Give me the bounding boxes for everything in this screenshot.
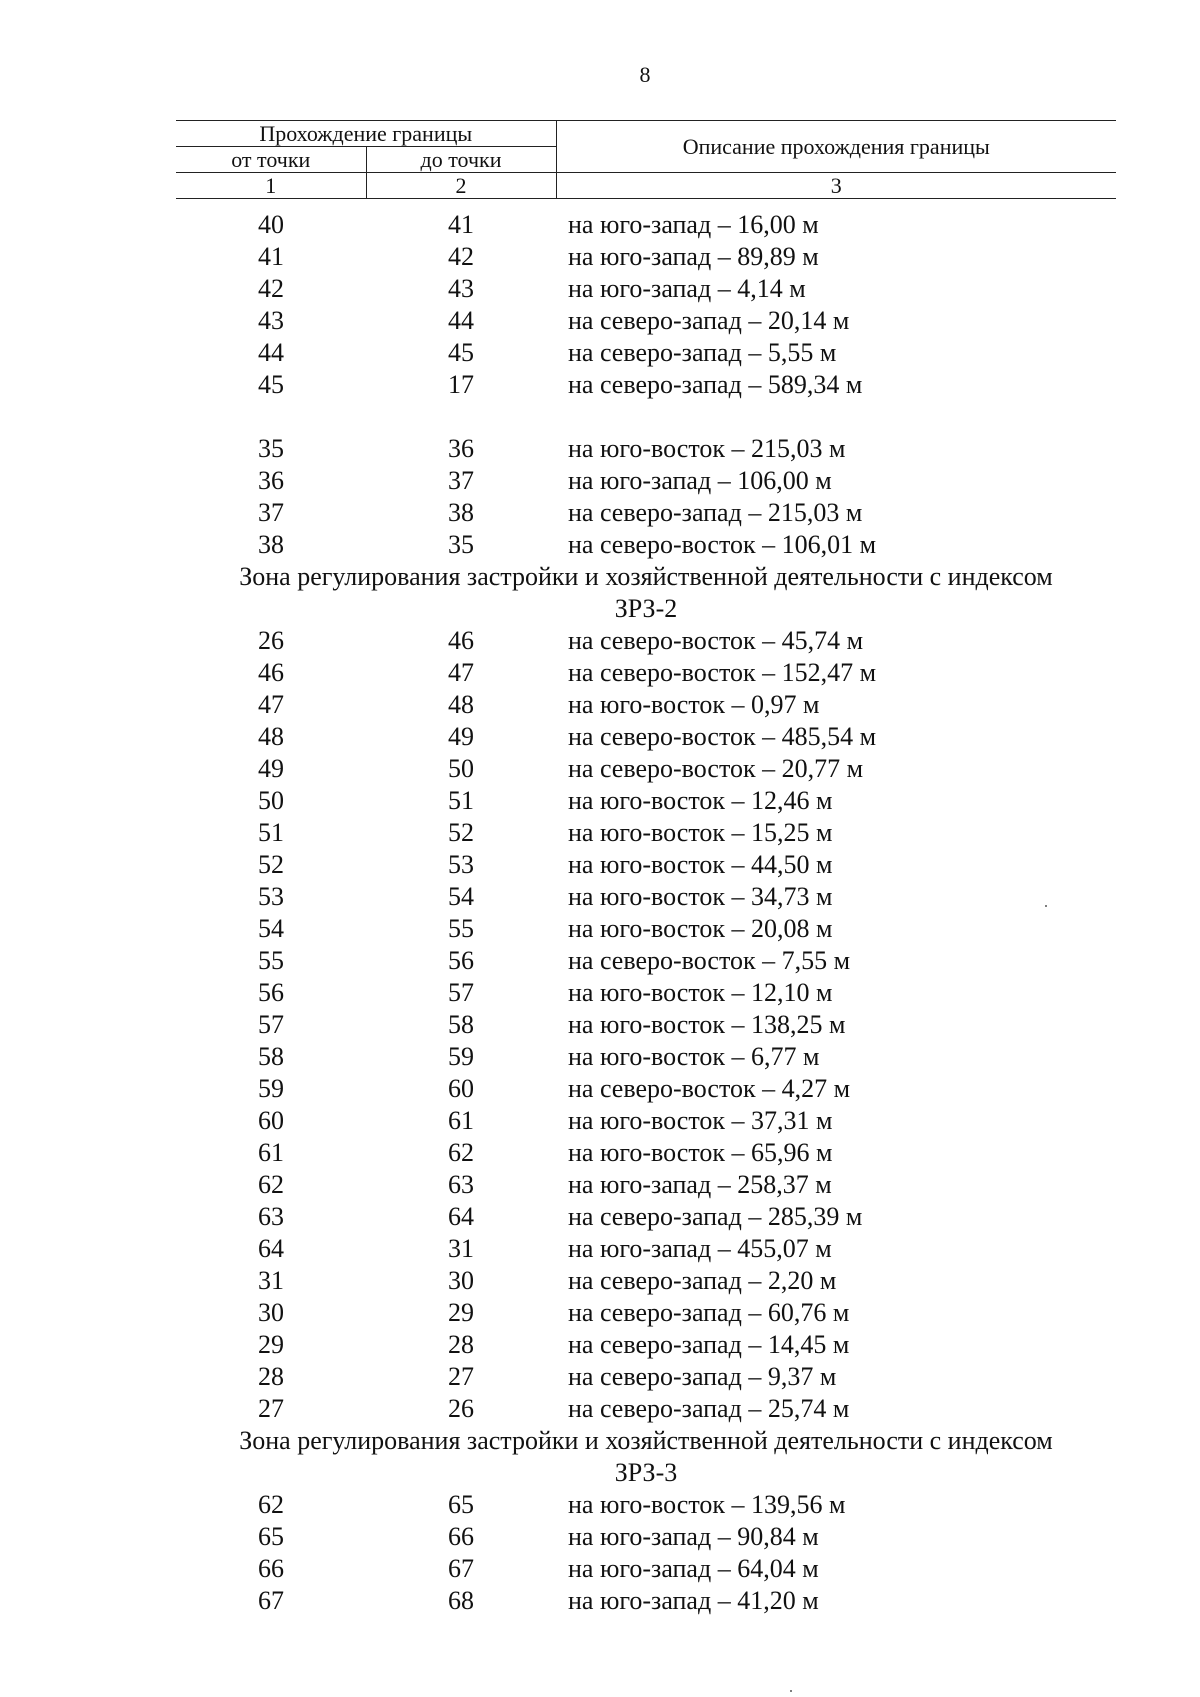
- to-point: 50: [448, 754, 474, 783]
- to-point: 48: [448, 690, 474, 719]
- header-to-label: до точки: [366, 147, 556, 173]
- from-point: 35: [258, 434, 284, 463]
- boundary-description: на юго-восток – 34,73 м: [568, 882, 833, 911]
- to-point: 56: [448, 946, 474, 975]
- scan-speck: [1045, 905, 1047, 907]
- boundary-description: на северо-запад – 60,76 м: [568, 1298, 850, 1327]
- boundary-description: на северо-запад – 589,34 м: [568, 370, 863, 399]
- from-point: 60: [258, 1106, 284, 1135]
- table-row: [176, 305, 1116, 337]
- to-point: 57: [448, 978, 474, 1007]
- to-point: 49: [448, 722, 474, 751]
- boundary-description: на юго-восток – 65,96 м: [568, 1138, 833, 1167]
- boundary-description: на юго-запад – 41,20 м: [568, 1586, 819, 1615]
- boundary-description: на юго-запад – 258,37 м: [568, 1170, 832, 1199]
- boundary-description: на северо-восток – 4,27 м: [568, 1074, 851, 1103]
- table-row: [176, 753, 1116, 785]
- to-point: 30: [448, 1266, 474, 1295]
- from-point: 50: [258, 786, 284, 815]
- boundary-description: на северо-восток – 485,54 м: [568, 722, 877, 751]
- table-row: [176, 1073, 1116, 1105]
- boundary-description: на юго-восток – 0,97 м: [568, 690, 820, 719]
- from-point: 63: [258, 1202, 284, 1231]
- from-point: 67: [258, 1586, 284, 1615]
- from-point: 62: [258, 1490, 284, 1519]
- to-point: 31: [448, 1234, 474, 1263]
- to-point: 67: [448, 1554, 474, 1583]
- to-point: 27: [448, 1362, 474, 1391]
- from-point: 65: [258, 1522, 284, 1551]
- table-row: [176, 1361, 1116, 1393]
- boundary-description: на северо-запад – 14,45 м: [568, 1330, 850, 1359]
- boundary-description: на северо-восток – 7,55 м: [568, 946, 851, 975]
- table-row: [176, 1009, 1116, 1041]
- boundary-description: на юго-восток – 12,46 м: [568, 786, 833, 815]
- header-description-label: Описание прохождения границы: [556, 121, 1116, 173]
- boundary-description: на северо-запад – 20,14 м: [568, 306, 850, 335]
- table-row: [176, 1233, 1116, 1265]
- from-point: 43: [258, 306, 284, 335]
- boundary-description: на юго-запад – 16,00 м: [568, 210, 819, 239]
- table-row: [176, 625, 1116, 657]
- boundary-description: на северо-запад – 5,55 м: [568, 338, 837, 367]
- from-point: 52: [258, 850, 284, 879]
- from-point: 28: [258, 1362, 284, 1391]
- boundary-description: на северо-восток – 20,77 м: [568, 754, 864, 783]
- table-row: [176, 1521, 1116, 1553]
- table-row: [176, 241, 1116, 273]
- to-point: 36: [448, 434, 474, 463]
- from-point: 44: [258, 338, 284, 367]
- from-point: 40: [258, 210, 284, 239]
- to-point: 26: [448, 1394, 474, 1423]
- table-row: [176, 721, 1116, 753]
- to-point: 46: [448, 626, 474, 655]
- header-group-label: Прохождение границы: [176, 121, 556, 147]
- from-point: 59: [258, 1074, 284, 1103]
- table-row: [176, 1585, 1116, 1617]
- zone-title-line-1: Зона регулирования застройки и хозяйственной деятельности с индексом: [239, 562, 1053, 591]
- to-point: 38: [448, 498, 474, 527]
- to-point: 43: [448, 274, 474, 303]
- from-point: 56: [258, 978, 284, 1007]
- to-point: 62: [448, 1138, 474, 1167]
- boundary-rows: [176, 209, 1116, 1617]
- from-point: 26: [258, 626, 284, 655]
- zone-zrz-3: [176, 1425, 1116, 1617]
- table-row: [176, 1201, 1116, 1233]
- boundary-description: на юго-запад – 90,84 м: [568, 1522, 819, 1551]
- from-point: 58: [258, 1042, 284, 1071]
- table-row: [176, 1393, 1116, 1425]
- to-point: 68: [448, 1586, 474, 1615]
- table-row: [176, 817, 1116, 849]
- table-row: [176, 1489, 1116, 1521]
- section-a: [176, 209, 1116, 401]
- boundary-description: на юго-запад – 4,14 м: [568, 274, 806, 303]
- boundary-description: на юго-восток – 37,31 м: [568, 1106, 833, 1135]
- to-point: 51: [448, 786, 474, 815]
- header-from-label: от точки: [176, 147, 366, 173]
- to-point: 60: [448, 1074, 474, 1103]
- to-point: 42: [448, 242, 474, 271]
- boundary-description: на юго-восток – 44,50 м: [568, 850, 833, 879]
- to-point: 61: [448, 1106, 474, 1135]
- boundary-description: на северо-восток – 106,01 м: [568, 530, 877, 559]
- boundary-description: на юго-запад – 89,89 м: [568, 242, 819, 271]
- table-row: [176, 657, 1116, 689]
- boundary-description: на юго-запад – 106,00 м: [568, 466, 832, 495]
- table-row: [176, 945, 1116, 977]
- from-point: 54: [258, 914, 284, 943]
- boundary-description: на юго-запад – 455,07 м: [568, 1234, 832, 1263]
- table-row: [176, 881, 1116, 913]
- to-point: 52: [448, 818, 474, 847]
- table-row: [176, 1041, 1116, 1073]
- from-point: 31: [258, 1266, 284, 1295]
- from-point: 64: [258, 1234, 284, 1263]
- table-row: [176, 433, 1116, 465]
- from-point: 36: [258, 466, 284, 495]
- from-point: 37: [258, 498, 284, 527]
- boundary-description: на северо-запад – 215,03 м: [568, 498, 863, 527]
- table-row: [176, 1105, 1116, 1137]
- to-point: 28: [448, 1330, 474, 1359]
- table-row: [176, 529, 1116, 561]
- to-point: 35: [448, 530, 474, 559]
- to-point: 54: [448, 882, 474, 911]
- to-point: 44: [448, 306, 474, 335]
- table-row: [176, 465, 1116, 497]
- from-point: 49: [258, 754, 284, 783]
- to-point: 37: [448, 466, 474, 495]
- boundary-description: на юго-восток – 15,25 м: [568, 818, 833, 847]
- from-point: 61: [258, 1138, 284, 1167]
- to-point: 66: [448, 1522, 474, 1551]
- from-point: 57: [258, 1010, 284, 1039]
- table-header: [176, 120, 1116, 199]
- boundary-description: на юго-восток – 20,08 м: [568, 914, 833, 943]
- boundary-description: на северо-запад – 285,39 м: [568, 1202, 863, 1231]
- table-row: [176, 785, 1116, 817]
- table-row: [176, 977, 1116, 1009]
- table-row: [176, 273, 1116, 305]
- boundary-description: на юго-запад – 64,04 м: [568, 1554, 819, 1583]
- to-point: 59: [448, 1042, 474, 1071]
- from-point: 42: [258, 274, 284, 303]
- to-point: 58: [448, 1010, 474, 1039]
- to-point: 55: [448, 914, 474, 943]
- from-point: 38: [258, 530, 284, 559]
- table-row: [176, 1169, 1116, 1201]
- to-point: 53: [448, 850, 474, 879]
- to-point: 45: [448, 338, 474, 367]
- boundary-description: на юго-восток – 138,25 м: [568, 1010, 846, 1039]
- to-point: 29: [448, 1298, 474, 1327]
- boundary-description: на северо-запад – 2,20 м: [568, 1266, 837, 1295]
- zone-title-line-2: ЗРЗ-2: [614, 594, 678, 623]
- table-row: [176, 337, 1116, 369]
- from-point: 48: [258, 722, 284, 751]
- table-row: [176, 369, 1116, 401]
- from-point: 46: [258, 658, 284, 687]
- to-point: 47: [448, 658, 474, 687]
- to-point: 63: [448, 1170, 474, 1199]
- to-point: 17: [448, 370, 474, 399]
- from-point: 30: [258, 1298, 284, 1327]
- boundary-description: на юго-восток – 6,77 м: [568, 1042, 820, 1071]
- header-col-3: 3: [556, 173, 1116, 199]
- boundary-description: на северо-восток – 45,74 м: [568, 626, 864, 655]
- zone-zrz-2: [176, 561, 1116, 1425]
- from-point: 66: [258, 1554, 284, 1583]
- header-col-1: 1: [176, 173, 366, 199]
- from-point: 41: [258, 242, 284, 271]
- from-point: 45: [258, 370, 284, 399]
- from-point: 62: [258, 1170, 284, 1199]
- boundary-description: на юго-восток – 139,56 м: [568, 1490, 846, 1519]
- section-b: [176, 433, 1116, 561]
- table-row: [176, 1265, 1116, 1297]
- page-number: 8: [639, 62, 651, 87]
- table-row: [176, 1329, 1116, 1361]
- boundary-description: на северо-запад – 9,37 м: [568, 1362, 837, 1391]
- from-point: 29: [258, 1330, 284, 1359]
- to-point: 41: [448, 210, 474, 239]
- from-point: 51: [258, 818, 284, 847]
- from-point: 55: [258, 946, 284, 975]
- table-row: [176, 497, 1116, 529]
- boundary-description: на северо-восток – 152,47 м: [568, 658, 877, 687]
- from-point: 27: [258, 1394, 284, 1423]
- table-row: [176, 209, 1116, 241]
- to-point: 64: [448, 1202, 474, 1231]
- from-point: 53: [258, 882, 284, 911]
- table-row: [176, 849, 1116, 881]
- boundary-description: на юго-восток – 12,10 м: [568, 978, 833, 1007]
- zone-title-line-2: ЗРЗ-3: [614, 1458, 678, 1487]
- table-row: [176, 1297, 1116, 1329]
- to-point: 65: [448, 1490, 474, 1519]
- table-row: [176, 913, 1116, 945]
- boundary-description: на северо-запад – 25,74 м: [568, 1394, 850, 1423]
- table-row: [176, 1553, 1116, 1585]
- header-col-2: 2: [366, 173, 556, 199]
- boundary-description: на юго-восток – 215,03 м: [568, 434, 846, 463]
- table-row: [176, 1137, 1116, 1169]
- table-row: [176, 689, 1116, 721]
- scan-speck: [790, 1690, 792, 1692]
- blank-row: [176, 401, 1116, 433]
- from-point: 47: [258, 690, 284, 719]
- zone-title-line-1: Зона регулирования застройки и хозяйственной деятельности с индексом: [239, 1426, 1053, 1455]
